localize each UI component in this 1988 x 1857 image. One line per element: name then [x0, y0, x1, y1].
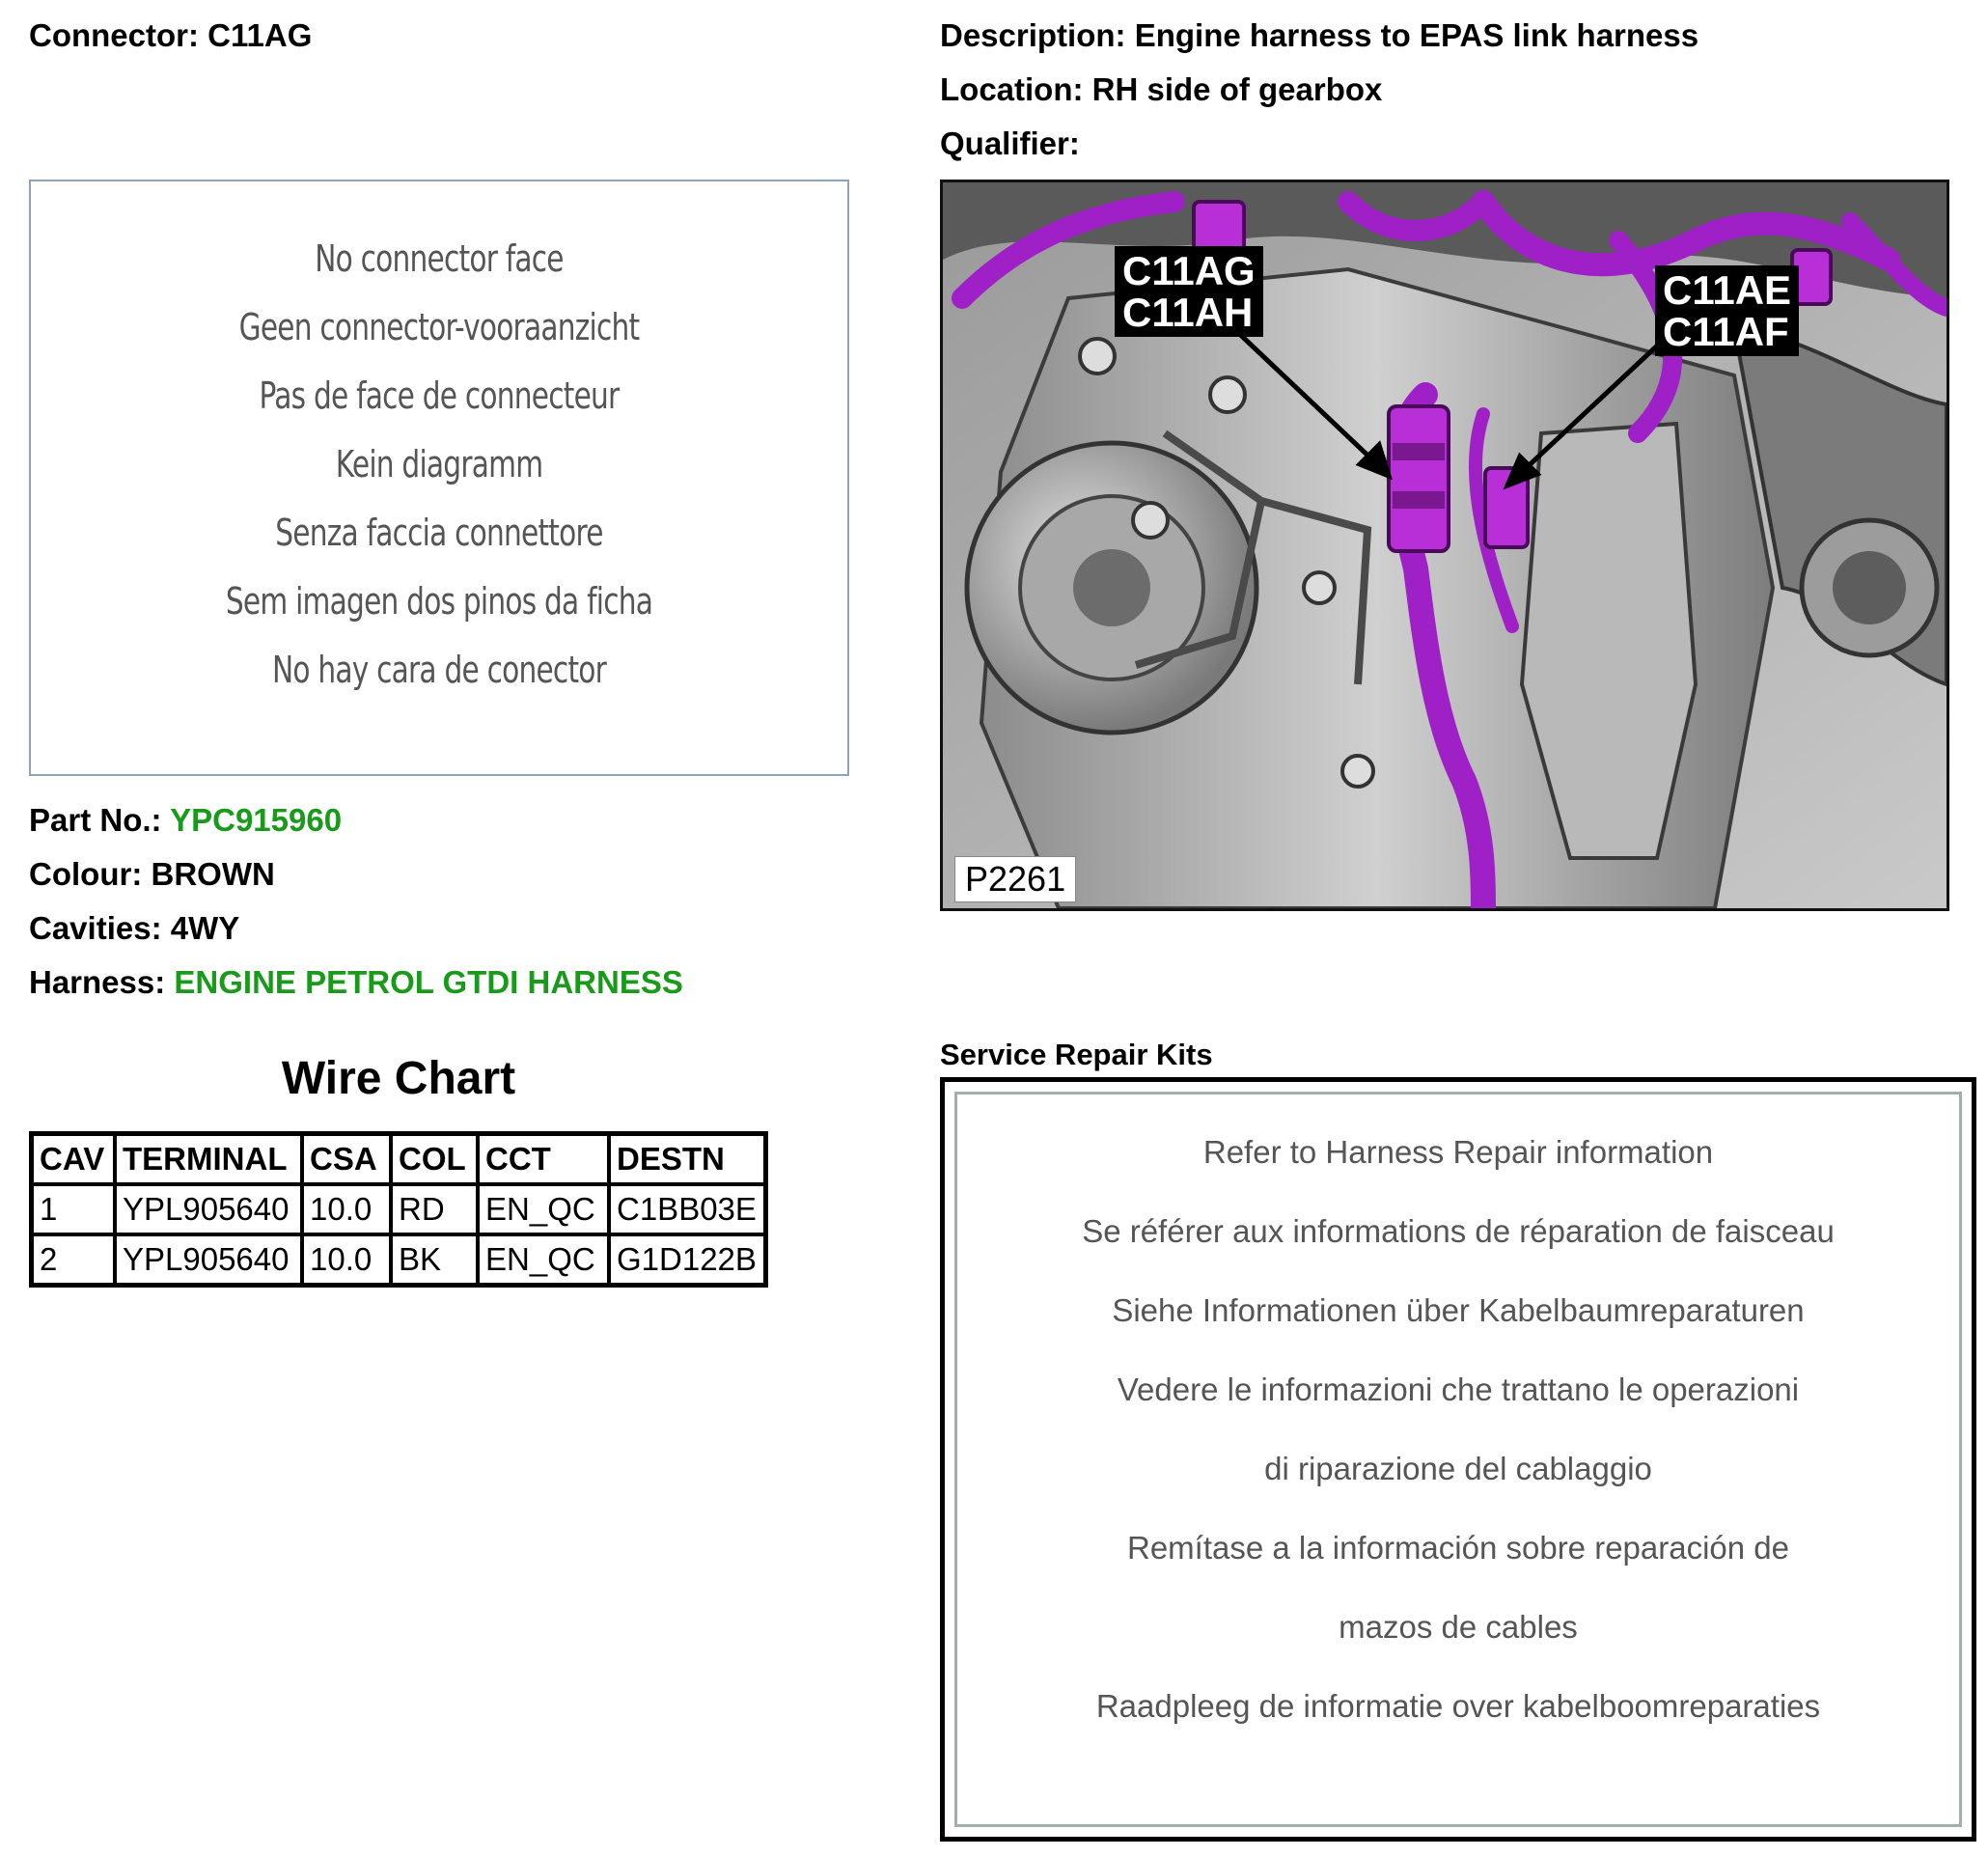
column-header: COL	[391, 1134, 478, 1185]
table-cell: EN_QC	[478, 1184, 609, 1234]
column-header: CSA	[302, 1134, 391, 1185]
table-cell: G1D122B	[609, 1234, 766, 1286]
description-label: Description:	[940, 17, 1126, 53]
table-row	[32, 1184, 766, 1234]
photo-reference: P2261	[954, 856, 1076, 902]
table-cell: YPL905640	[115, 1184, 302, 1234]
connector-label: Connector:	[29, 17, 199, 53]
location-value: RH side of gearbox	[1091, 71, 1383, 107]
service-kits-inner	[954, 1092, 1962, 1827]
table-cell: BK	[391, 1234, 478, 1286]
connector-face-box	[29, 180, 849, 776]
text-line: Raadpleeg de informatie over kabelboomreparaties	[1095, 1688, 1821, 1724]
callout-label: C11AG	[1122, 248, 1256, 293]
column-header: DESTN	[609, 1134, 766, 1185]
table-cell: 1	[32, 1184, 116, 1234]
text-line: Pas de face de connecteur	[259, 374, 620, 417]
colour-label: Colour:	[29, 856, 143, 892]
text-line: No connector face	[315, 237, 564, 280]
qualifier-field	[940, 125, 1080, 163]
table-row	[32, 1234, 766, 1286]
table-cell: EN_QC	[478, 1234, 609, 1286]
part-no-label: Part No.:	[29, 802, 162, 838]
text-line: di riparazione del cablaggio	[1264, 1451, 1652, 1486]
wire-chart-table	[29, 1131, 768, 1288]
harness-label: Harness:	[29, 964, 166, 1000]
connector-location-image	[940, 180, 1949, 911]
wire-chart-title: Wire Chart	[281, 1053, 516, 1104]
table-cell: RD	[391, 1184, 478, 1234]
harness-field	[29, 963, 683, 1002]
service-kits-title: Service Repair Kits	[940, 1038, 1213, 1071]
table-cell: 10.0	[302, 1234, 391, 1286]
description-field	[940, 16, 1698, 55]
wire-chart-header-row	[32, 1134, 766, 1185]
location-label: Location:	[940, 71, 1084, 107]
table-cell: 2	[32, 1234, 116, 1286]
service-kits-box	[940, 1077, 1976, 1842]
column-header: CAV	[32, 1134, 116, 1185]
text-line: Vedere le informazioni che trattano le operazioni	[1117, 1372, 1800, 1407]
callout-label: C11AE	[1663, 267, 1792, 313]
harness-link[interactable]: ENGINE PETROL GTDI HARNESS	[174, 964, 683, 1000]
callout-right	[1655, 265, 1799, 356]
table-cell: YPL905640	[115, 1234, 302, 1286]
column-header: TERMINAL	[115, 1134, 302, 1185]
service-kits-lines	[957, 1133, 1959, 1766]
text-line: Geen connector-vooraanzicht	[238, 306, 640, 348]
part-no-link[interactable]: YPC915960	[170, 802, 343, 838]
cavities-field	[29, 909, 239, 948]
cavities-label: Cavities:	[29, 910, 162, 946]
table-cell: C1BB03E	[609, 1184, 766, 1234]
part-no-field	[29, 801, 342, 840]
callout-label: C11AH	[1122, 290, 1254, 335]
text-line: Remítase a la información sobre reparación de	[1126, 1530, 1790, 1566]
text-line: Kein diagramm	[335, 443, 543, 485]
colour-field	[29, 855, 275, 894]
connector-face-lines	[121, 235, 758, 714]
connector-value: C11AG	[207, 17, 313, 53]
colour-value: BROWN	[151, 856, 275, 892]
text-line: Senza faccia connettore	[275, 512, 603, 554]
text-line: Siehe Informationen über Kabelbaumreparaturen	[1112, 1292, 1805, 1328]
connector-field	[29, 16, 312, 55]
table-cell: 10.0	[302, 1184, 391, 1234]
text-line: Refer to Harness Repair information	[1202, 1134, 1714, 1170]
column-header: CCT	[478, 1134, 609, 1185]
description-value: Engine harness to EPAS link harness	[1134, 17, 1699, 53]
callout-label: C11AF	[1663, 309, 1789, 354]
text-line: Se référer aux informations de réparation de faisceau	[1082, 1213, 1835, 1249]
text-line: No hay cara de conector	[271, 649, 607, 691]
text-line: Sem imagen dos pinos da ficha	[225, 580, 653, 623]
cavities-value: 4WY	[170, 910, 240, 946]
location-field	[940, 70, 1382, 109]
callout-left	[1115, 246, 1263, 337]
qualifier-label: Qualifier:	[940, 125, 1080, 161]
text-line: mazos de cables	[1339, 1609, 1578, 1645]
